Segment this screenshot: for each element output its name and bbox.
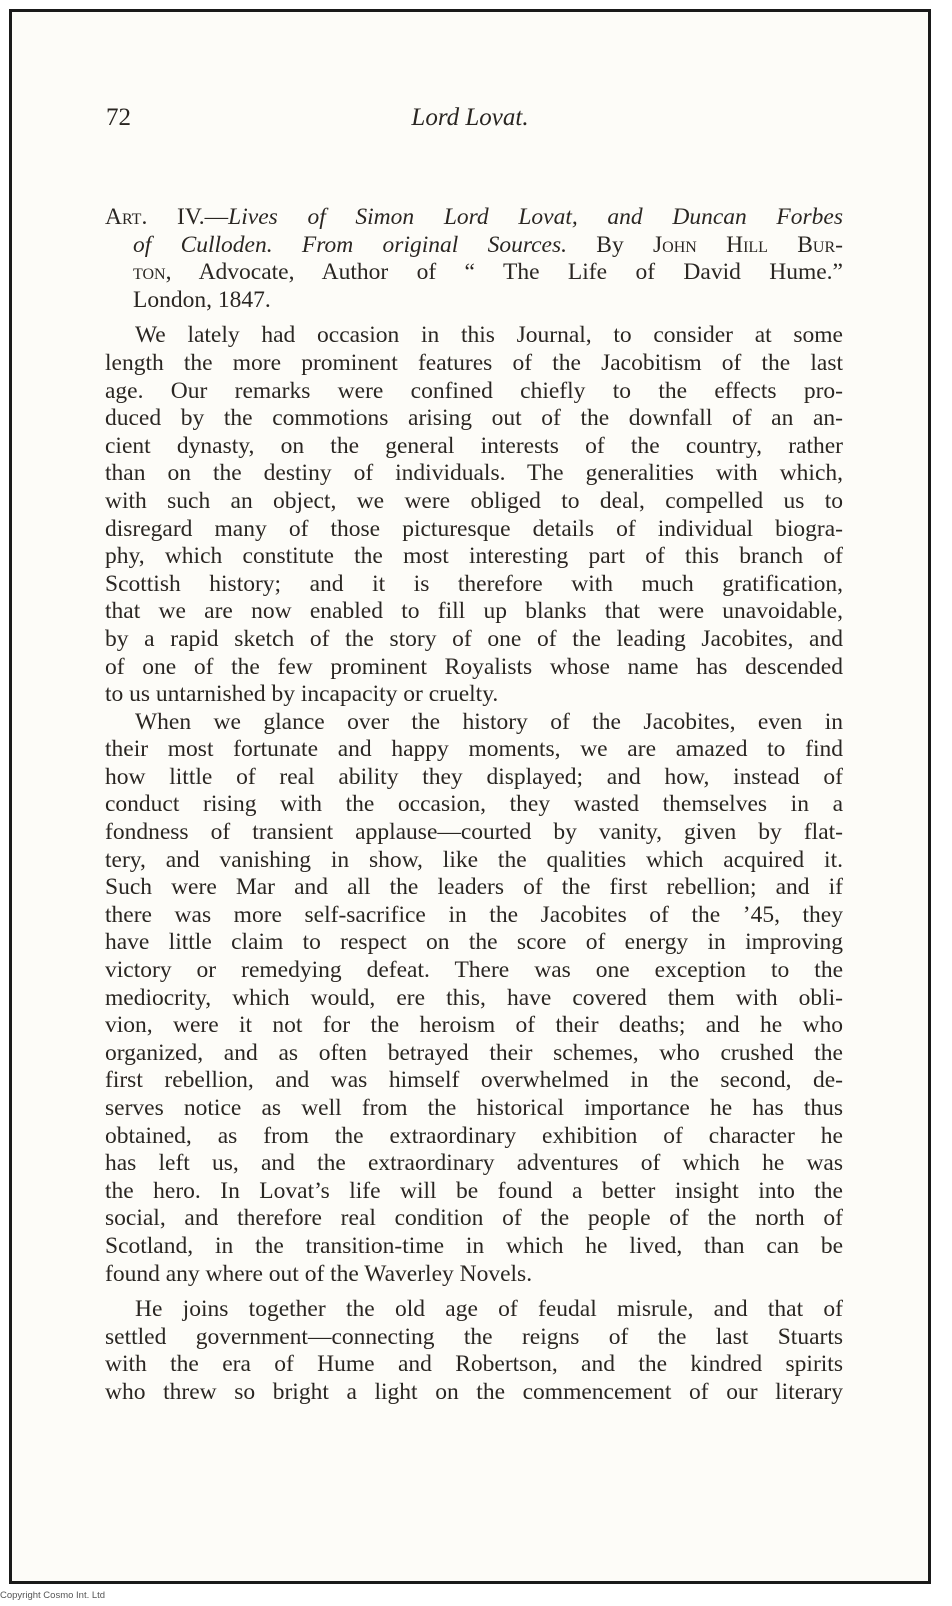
- body-line: their most fortunate and happy moments, we are amazed to find: [105, 736, 843, 763]
- body-line: Such were Mar and all the leaders of the first rebellion; and if: [105, 874, 843, 901]
- body-line: Scotland, in the transition-time in which he lived, than can be: [105, 1232, 843, 1259]
- body-line: conduct rising with the occasion, they wasted themselves in a: [105, 791, 843, 818]
- body-line: organized, and as often betrayed their schemes, who crushed the: [105, 1039, 843, 1066]
- body-line: tery, and vanishing in show, like the qualities which acquired it.: [105, 846, 843, 873]
- body-line: serves notice as well from the historical importance he has thus: [105, 1095, 843, 1121]
- body-line: vion, were it not for the heroism of their deaths; and he who: [105, 1012, 843, 1039]
- page-number: 72: [106, 104, 131, 131]
- body-line: age. Our remarks were confined chiefly to the effects pro-: [105, 377, 843, 404]
- body-line: of one of the few prominent Royalists whose name has descended: [105, 653, 843, 680]
- body-line: who threw so bright a light on the commencement of our literary: [105, 1378, 843, 1405]
- article-heading: [105, 204, 843, 314]
- article-heading-line: Art. IV.—Lives of Simon Lord Lovat, and Duncan Forbes: [105, 204, 843, 230]
- paragraph-1: [105, 322, 843, 708]
- body-line: found any where out of the Waverley Novels.: [105, 1260, 533, 1287]
- text-block: [105, 204, 843, 1407]
- body-line: We lately had occasion in this Journal, to consider at some: [135, 322, 843, 349]
- body-line: has left us, and the extraordinary adventures of which he was: [105, 1150, 843, 1177]
- running-head: Lord Lovat.: [411, 104, 529, 131]
- body-line: length the more prominent features of the Jacobitism of the last: [105, 349, 843, 376]
- body-line: settled government—connecting the reigns of the last Stuarts: [105, 1323, 843, 1350]
- article-heading-line: London, 1847.: [133, 286, 271, 313]
- body-line: by a rapid sketch of the story of one of the leading Jacobites, and: [105, 625, 843, 652]
- body-line: that we are now enabled to fill up blanks that were unavoidable,: [105, 598, 843, 625]
- body-line: with such an object, we were obliged to deal, compelled us to: [105, 487, 843, 514]
- article-heading-line: of Culloden. From original Sources. By John Hill Bur-: [133, 231, 843, 258]
- body-line: the hero. In Lovat’s life will be found a better insight into the: [105, 1177, 843, 1204]
- body-line: fondness of transient applause—courted by vanity, given by flat-: [105, 819, 843, 846]
- body-line: victory or remedying defeat. There was one exception to the: [105, 957, 843, 984]
- body-line: with the era of Hume and Robertson, and the kindred spirits: [105, 1351, 843, 1378]
- body-line: have little claim to respect on the score of energy in improving: [105, 929, 843, 956]
- article-heading-line: ton, Advocate, Author of “ The Life of David Hume.”: [133, 259, 843, 286]
- copyright-notice: Copyright Cosmo Int. Ltd: [0, 1590, 106, 1601]
- body-line: mediocrity, which would, ere this, have covered them with obli-: [105, 984, 843, 1011]
- spacer: [105, 1288, 843, 1296]
- body-line: social, and therefore real condition of the people of the north of: [105, 1205, 843, 1232]
- body-line: to us untarnished by incapacity or cruelty.: [105, 681, 499, 708]
- body-line: obtained, as from the extraordinary exhibition of character he: [105, 1122, 843, 1149]
- paragraph-2: [105, 709, 843, 1288]
- body-line: disregard many of those picturesque details of individual biogra-: [105, 515, 843, 542]
- body-line: When we glance over the history of the Jacobites, even in: [135, 708, 843, 735]
- body-line: phy, which constitute the most interesting part of this branch of: [105, 543, 843, 570]
- body-line: Scottish history; and it is therefore with much gratification,: [105, 570, 843, 597]
- paragraph-3: [105, 1296, 843, 1406]
- body-line: there was more self-sacrifice in the Jacobites of the ’45, they: [105, 901, 843, 928]
- body-line: duced by the commotions arising out of the downfall of an an-: [105, 405, 843, 432]
- body-line: than on the destiny of individuals. The generalities with which,: [105, 460, 843, 487]
- body-line: cient dynasty, on the general interests of the country, rather: [105, 432, 843, 459]
- body-line: how little of real ability they displayed; and how, instead of: [105, 763, 843, 790]
- body-line: He joins together the old age of feudal misrule, and that of: [135, 1296, 843, 1323]
- page-header: [106, 104, 834, 144]
- body-line: first rebellion, and was himself overwhelmed in the second, de-: [105, 1067, 843, 1094]
- spacer: [105, 314, 843, 322]
